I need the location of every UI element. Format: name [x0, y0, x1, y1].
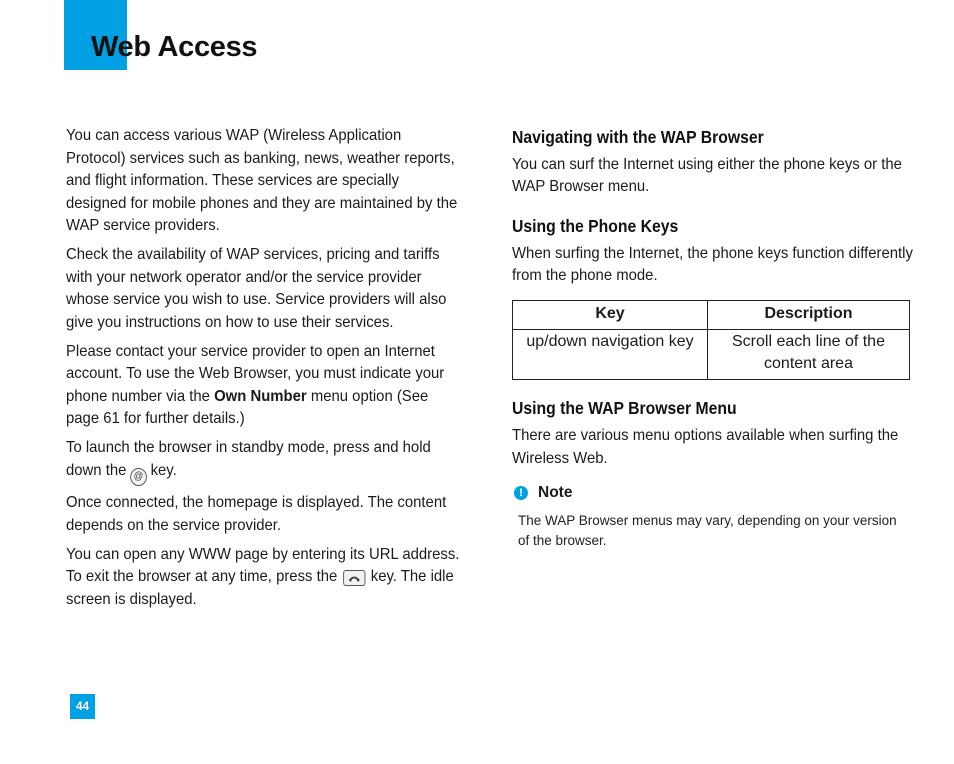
account-paragraph — [66, 341, 460, 431]
note-header — [514, 482, 912, 505]
connected-paragraph: Once connected, the homepage is displayed. The content depends on the service provider. — [66, 494, 447, 534]
exit-text-end: key. The idle screen is displayed. — [66, 568, 454, 608]
navigating-paragraph: You can surf the Internet using either the phone keys or the WAP Browser menu. — [512, 155, 902, 195]
key-description-table — [512, 300, 910, 380]
exit-paragraph — [66, 566, 460, 611]
end-key-icon — [343, 570, 365, 586]
own-number-label: Own Number — [214, 387, 307, 405]
left-column — [66, 125, 458, 618]
availability-paragraph: Check the availability of WAP services, pricing and tariffs with your network operator and/or the service provider whose service you wish to use. Service providers will also give you instructions on how to use their services. — [66, 246, 447, 331]
open-url-paragraph: You can open any WWW page by entering its URL address. — [66, 545, 460, 563]
account-text-start: Please contact your service provider to open an Internet account. To use the Web Browser, you must indicate your phone number via the — [66, 342, 445, 405]
navigating-heading: Navigating with the WAP Browser — [512, 127, 764, 147]
intro-paragraph: You can access various WAP (Wireless Application Protocol) services such as banking, news, weather reports, and flight information. These services are specially designed for mobile phones and they are maintained by the WAP service providers. — [66, 127, 458, 234]
launch-paragraph — [66, 437, 460, 486]
right-column — [512, 126, 912, 551]
page-number: 44 — [70, 694, 95, 719]
phone-keys-paragraph: When surfing the Internet, the phone keys function differently from the phone mode. — [512, 244, 913, 284]
table-header-description: Description — [708, 300, 910, 329]
launch-text-end: key. — [150, 461, 177, 479]
page-title: Web Access — [91, 31, 258, 63]
note-text: The WAP Browser menus may vary, depending on your version of the browser. — [518, 512, 897, 548]
table-row — [513, 329, 910, 379]
table-cell-key: up/down navigation key — [513, 329, 708, 379]
exclamation-icon: ! — [514, 486, 528, 500]
exit-text-start: To exit the browser at any time, press the — [66, 568, 338, 585]
table-header-row — [513, 300, 910, 329]
table-cell-description: Scroll each line of the content area — [708, 329, 910, 379]
browser-menu-paragraph: There are various menu options available when surfing the Wireless Web. — [512, 427, 899, 467]
browser-menu-heading: Using the WAP Browser Menu — [512, 397, 737, 418]
launch-text-start: To launch the browser in standby mode, press and hold down the — [66, 439, 431, 479]
account-text-end: menu option (See page 61 for further details.) — [66, 387, 429, 427]
phone-keys-heading: Using the Phone Keys — [512, 216, 679, 236]
note-label: Note — [538, 484, 573, 501]
web-key-icon: @ — [130, 468, 147, 486]
table-header-key: Key — [513, 300, 708, 329]
